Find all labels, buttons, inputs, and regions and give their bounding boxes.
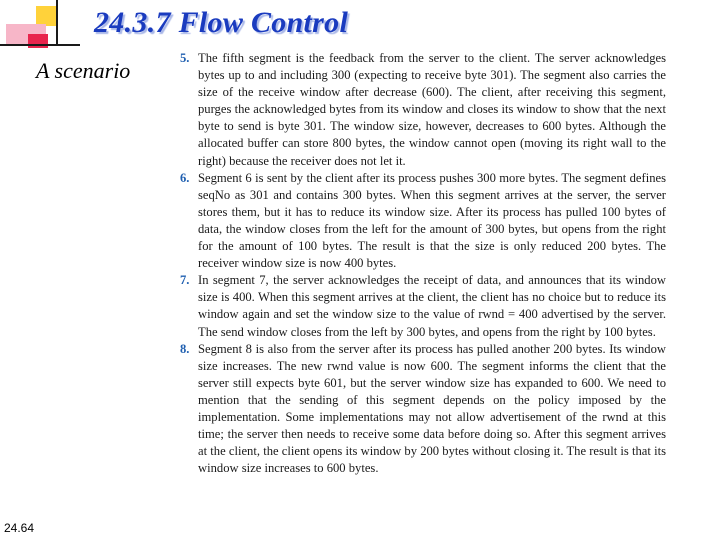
slide-subtitle: A scenario bbox=[36, 58, 131, 83]
page-number: 24.64 bbox=[4, 521, 35, 535]
step-6 bbox=[176, 170, 666, 273]
step-number: 5. bbox=[180, 51, 190, 65]
step-text: Segment 8 is also from the server after its process has pulled another 200 bytes. Its window size increases. The new rwnd value is now 600. The segment informs the client that the server still expects byte 601, but the server window size has expanded to 600. We need to mention that the sending of this segment depends on the policy imposed by the implementation. Some implementations may not allow advertisement of the rwnd at this time; the server then needs to receive some data before doing so. After this segment arrives at the client, the client opens its window by 200 bytes without closing it. The result is that its window size increases to 600 bytes. bbox=[198, 341, 666, 476]
logo-horizontal-line bbox=[0, 44, 80, 46]
step-8 bbox=[176, 341, 666, 478]
step-number: 6. bbox=[180, 170, 190, 185]
slide-logo bbox=[0, 0, 80, 60]
scenario-steps bbox=[176, 50, 666, 477]
step-number: 8. bbox=[180, 341, 190, 356]
step-text: Segment 6 is sent by the client after its process pushes 300 more bytes. The segment defines seqNo as 301 and contains 300 bytes. When this segment arrives at the server, the server stores them, but it has to reduce its window size. After its process has pulled 100 bytes of data, the window closes from the left for the amount of 300 bytes, but opens from the right for the amount of 100 bytes. The result is that the size is only reduced 200 bytes. The receiver window size is now 400 bytes. bbox=[198, 170, 666, 271]
step-7 bbox=[176, 272, 666, 340]
slide-title: 24.3.7 Flow Control bbox=[94, 6, 349, 39]
logo-vertical-line bbox=[56, 0, 58, 44]
step-number: 7. bbox=[180, 273, 190, 288]
step-text: The fifth segment is the feedback from the server to the client. The server acknowledges bytes up to and including 300 (expecting to receive byte 301). The segment also carries the size of the receive window after decrease (600). The client, after receiving this segment, purges the acknowledged bytes from its window and closes its window to show that the next byte to send is byte 301. The window size, however, decreases to 600 bytes. Although the allocated buffer can store 800 bytes, the window cannot open (moving its right wall to the right) because the receiver does not let it. bbox=[198, 51, 666, 168]
logo-yellow-square bbox=[36, 6, 56, 26]
step-5 bbox=[176, 50, 666, 170]
step-text: In segment 7, the server acknowledges the receipt of data, and announces that its window size is 400. When this segment arrives at the client, the client has no choice but to reduce its window again and set the window size to the value of rwnd = 400 advertised by the server. The send window closes from the left by 300 bytes, and opens from the right by 100 bytes. bbox=[198, 273, 666, 339]
